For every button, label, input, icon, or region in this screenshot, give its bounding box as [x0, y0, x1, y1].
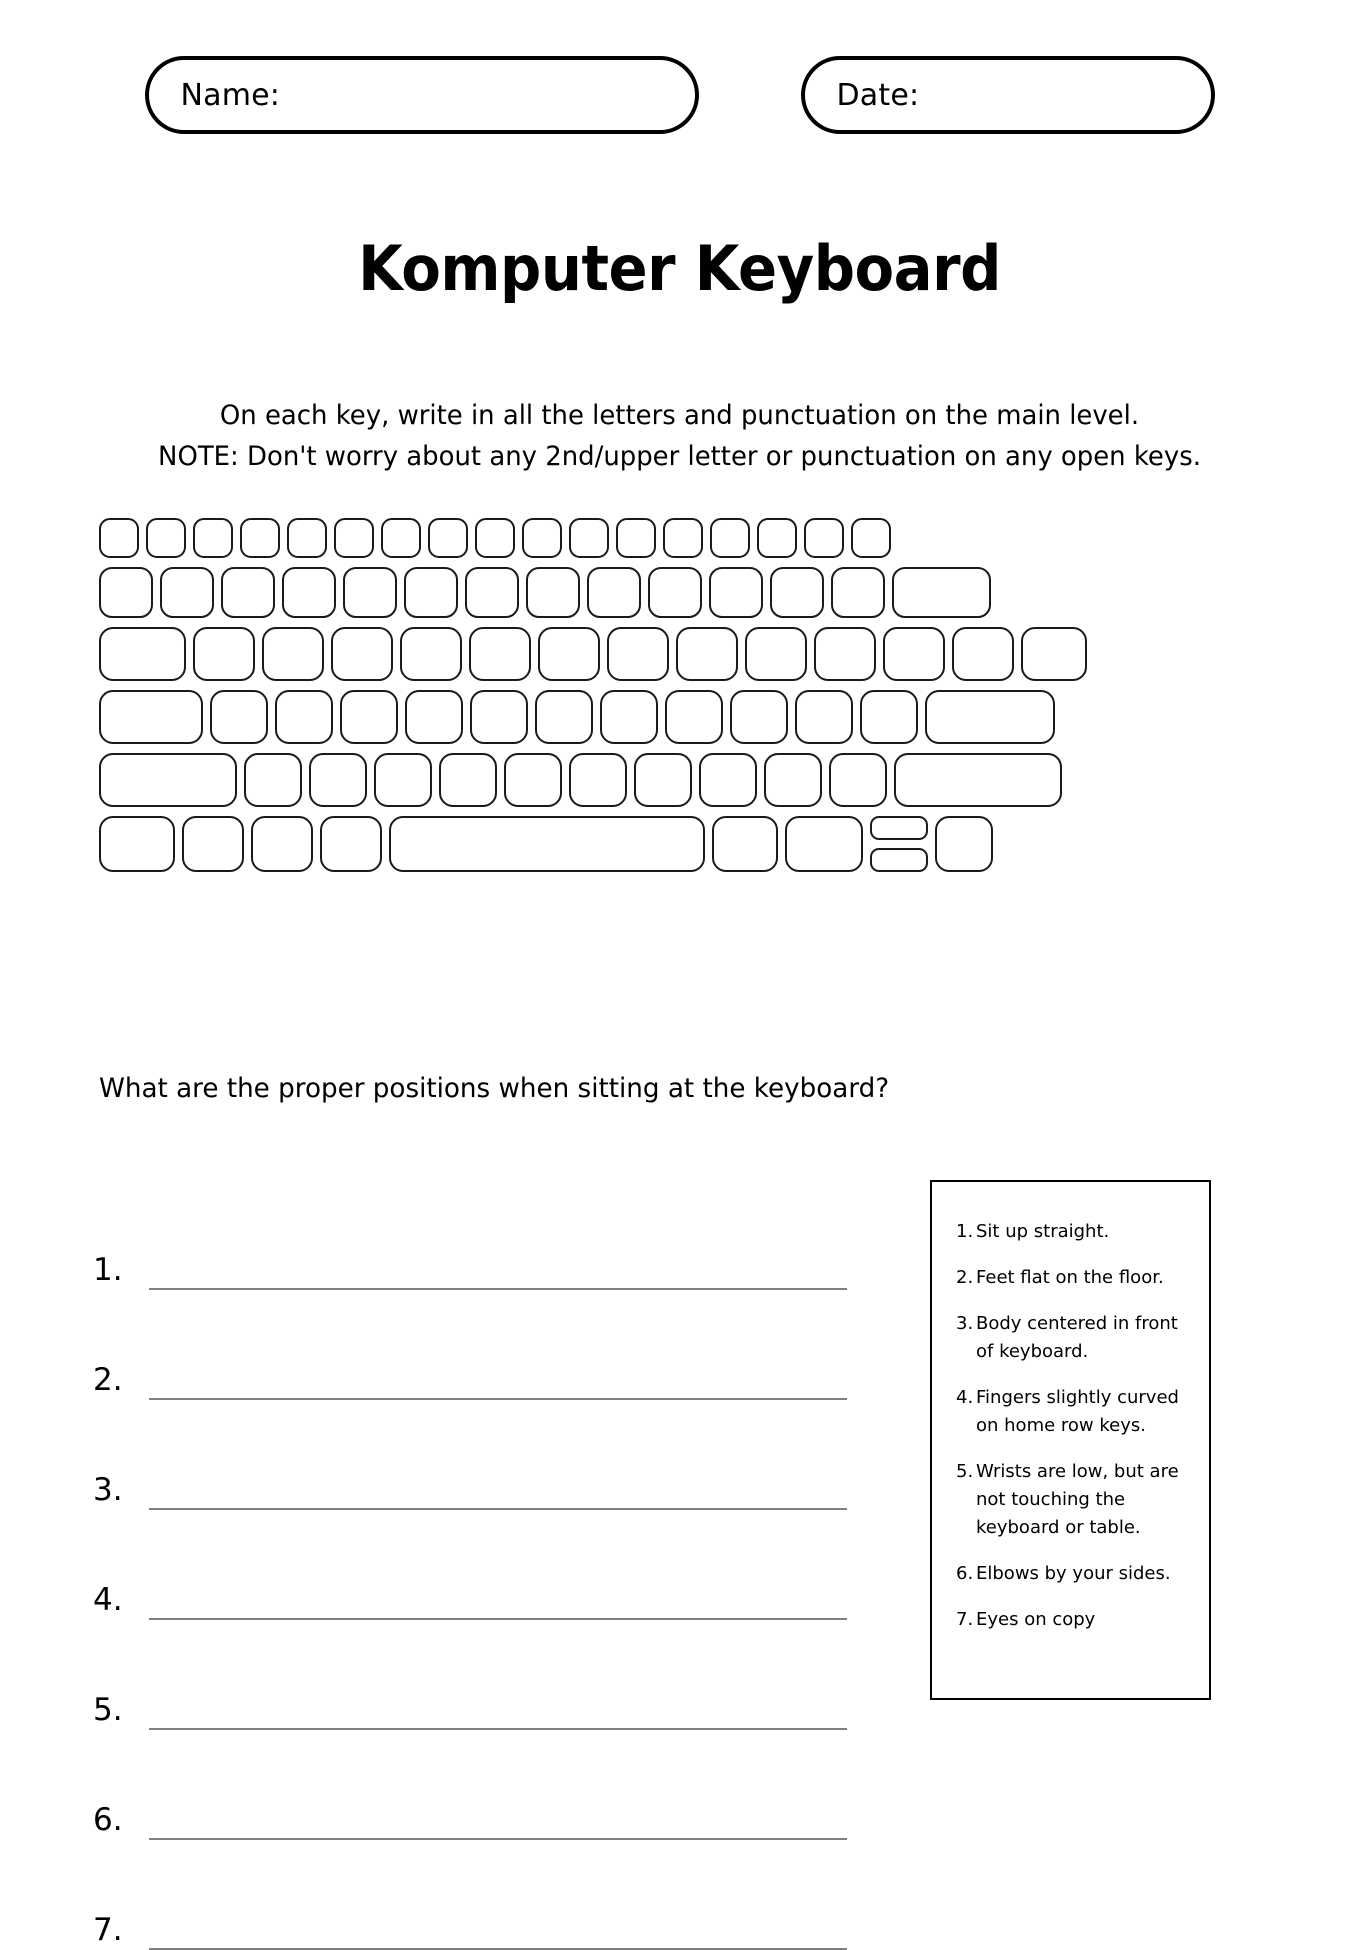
blank-write-line[interactable] [149, 1617, 847, 1620]
keyboard-key[interactable] [475, 518, 515, 558]
answer-blank-row [93, 1840, 863, 1950]
keyboard-key[interactable] [665, 690, 723, 744]
instruction-line-2: NOTE: Don't worry about any 2nd/upper letter or punctuation on any open keys. [158, 441, 1201, 472]
answer-key-box [930, 1180, 1211, 1700]
blank-write-line[interactable] [149, 1727, 847, 1730]
blank-write-line[interactable] [149, 1507, 847, 1510]
keyboard-key[interactable] [814, 627, 876, 681]
keyboard-key[interactable] [504, 753, 562, 807]
keyboard-key[interactable] [831, 567, 885, 618]
keyboard-key[interactable] [99, 753, 237, 807]
keyboard-key[interactable] [99, 518, 139, 558]
keyboard-key[interactable] [894, 753, 1062, 807]
answer-blank-row [93, 1730, 863, 1840]
keyboard-key[interactable] [600, 690, 658, 744]
keyboard-key[interactable] [607, 627, 669, 681]
blank-number: 5. [93, 1692, 123, 1728]
blank-number: 7. [93, 1912, 123, 1948]
answer-key-number: 2. [956, 1267, 974, 1288]
keyboard-key[interactable] [469, 627, 531, 681]
keyboard-key[interactable] [251, 816, 313, 872]
keyboard-key[interactable] [221, 567, 275, 618]
keyboard-key[interactable] [374, 753, 432, 807]
answer-key-text: Eyes on copy [976, 1609, 1096, 1630]
keyboard-key[interactable] [757, 518, 797, 558]
keyboard-key[interactable] [785, 816, 863, 872]
answer-key-number: 1. [956, 1221, 974, 1242]
answer-blank-row [93, 1290, 863, 1400]
arrow-down-key[interactable] [870, 848, 928, 872]
answer-key-number: 7. [956, 1609, 974, 1630]
keyboard-key[interactable] [275, 690, 333, 744]
keyboard-key[interactable] [764, 753, 822, 807]
keyboard-diagram [99, 518, 1262, 881]
blank-number: 4. [93, 1582, 123, 1618]
keyboard-key[interactable] [309, 753, 367, 807]
keyboard-key[interactable] [730, 690, 788, 744]
keyboard-key[interactable] [343, 567, 397, 618]
keyboard-key[interactable] [193, 518, 233, 558]
keyboard-key[interactable] [616, 518, 656, 558]
answer-key-number: 4. [956, 1387, 974, 1408]
blank-write-line[interactable] [149, 1397, 847, 1400]
keyboard-row-shift-row [99, 753, 1262, 807]
keyboard-row-top-row [99, 627, 1262, 681]
keyboard-key[interactable] [340, 690, 398, 744]
keyboard-key[interactable] [182, 816, 244, 872]
name-label: Name: [180, 77, 281, 113]
keyboard-key[interactable] [320, 816, 382, 872]
keyboard-key[interactable] [99, 816, 175, 872]
keyboard-key[interactable] [709, 567, 763, 618]
keyboard-key[interactable] [935, 816, 993, 872]
keyboard-key[interactable] [699, 753, 757, 807]
answer-key-item [956, 1606, 1193, 1634]
keyboard-key[interactable] [160, 567, 214, 618]
keyboard-row-home-row [99, 690, 1262, 744]
answer-key-text: Fingers slightly curved on home row keys. [976, 1387, 1179, 1436]
answer-key-item [956, 1218, 1193, 1246]
answer-blank-row [93, 1400, 863, 1510]
page-title: Komputer Keyboard [358, 232, 1001, 305]
answer-key-item [956, 1458, 1193, 1542]
keyboard-key[interactable] [795, 690, 853, 744]
keyboard-key[interactable] [287, 518, 327, 558]
instructions [27, 395, 1332, 477]
answer-blank-row [93, 1180, 863, 1290]
answer-key-number: 5. [956, 1461, 974, 1482]
blank-write-line[interactable] [149, 1837, 847, 1840]
answer-blank-row [93, 1620, 863, 1730]
answer-key-text: Elbows by your sides. [976, 1563, 1171, 1584]
keyboard-key[interactable] [538, 627, 600, 681]
instruction-line-1: On each key, write in all the letters and punctuation on the main level. [219, 400, 1140, 431]
keyboard-key[interactable] [439, 753, 497, 807]
keyboard-key[interactable] [883, 627, 945, 681]
keyboard-key[interactable] [146, 518, 186, 558]
answer-key-item [956, 1560, 1193, 1588]
answer-key-text: Feet flat on the floor. [976, 1267, 1164, 1288]
keyboard-key[interactable] [465, 567, 519, 618]
keyboard-row-function-row [99, 518, 1262, 558]
keyboard-key[interactable] [663, 518, 703, 558]
keyboard-key[interactable] [99, 690, 203, 744]
keyboard-key[interactable] [587, 567, 641, 618]
keyboard-row-bottom-row [99, 816, 1262, 872]
keyboard-key[interactable] [526, 567, 580, 618]
keyboard-key[interactable] [569, 518, 609, 558]
keyboard-key[interactable] [404, 567, 458, 618]
keyboard-key[interactable] [334, 518, 374, 558]
answer-key-number: 3. [956, 1313, 974, 1334]
keyboard-key[interactable] [745, 627, 807, 681]
keyboard-key[interactable] [428, 518, 468, 558]
keyboard-key[interactable] [381, 518, 421, 558]
keyboard-key[interactable] [892, 567, 991, 618]
answer-key-number: 6. [956, 1563, 974, 1584]
keyboard-key[interactable] [829, 753, 887, 807]
keyboard-key[interactable] [952, 627, 1014, 681]
date-field[interactable] [801, 56, 1215, 134]
keyboard-key[interactable] [193, 627, 255, 681]
blank-number: 3. [93, 1472, 123, 1508]
keyboard-row-number-row [99, 567, 1262, 618]
keyboard-key[interactable] [1021, 627, 1087, 681]
blank-write-line[interactable] [149, 1287, 847, 1290]
keyboard-key[interactable] [282, 567, 336, 618]
keyboard-key[interactable] [240, 518, 280, 558]
keyboard-key[interactable] [99, 567, 153, 618]
keyboard-key[interactable] [860, 690, 918, 744]
keyboard-key[interactable] [522, 518, 562, 558]
keyboard-key[interactable] [400, 627, 462, 681]
answer-key-item [956, 1310, 1193, 1366]
keyboard-key[interactable] [210, 690, 268, 744]
answer-blanks-list [93, 1180, 863, 1950]
answer-key-text: Sit up straight. [976, 1221, 1110, 1242]
answer-blank-row [93, 1510, 863, 1620]
header-fields [0, 56, 1359, 134]
keyboard-key[interactable] [244, 753, 302, 807]
keyboard-key[interactable] [470, 690, 528, 744]
answer-key-text: Body centered in front of keyboard. [976, 1313, 1178, 1362]
answer-key-item [956, 1384, 1193, 1440]
answer-key-item [956, 1264, 1193, 1292]
keyboard-key[interactable] [804, 518, 844, 558]
keyboard-key[interactable] [712, 816, 778, 872]
name-field[interactable] [145, 56, 699, 134]
keyboard-key[interactable] [331, 627, 393, 681]
keyboard-key[interactable] [710, 518, 750, 558]
keyboard-key[interactable] [634, 753, 692, 807]
keyboard-key[interactable] [389, 816, 705, 872]
date-label: Date: [836, 77, 920, 113]
keyboard-key[interactable] [770, 567, 824, 618]
answer-key-text: Wrists are low, but are not touching the keyboard or table. [976, 1461, 1179, 1538]
keyboard-key[interactable] [535, 690, 593, 744]
keyboard-key[interactable] [648, 567, 702, 618]
keyboard-key[interactable] [676, 627, 738, 681]
keyboard-key[interactable] [405, 690, 463, 744]
keyboard-key[interactable] [569, 753, 627, 807]
blank-number: 2. [93, 1362, 123, 1398]
keyboard-key[interactable] [99, 627, 186, 681]
keyboard-key[interactable] [925, 690, 1055, 744]
keyboard-key[interactable] [262, 627, 324, 681]
blank-number: 1. [93, 1252, 123, 1288]
question-text: What are the proper positions when sitting at the keyboard? [99, 1073, 890, 1104]
arrow-up-key[interactable] [870, 816, 928, 840]
arrow-key-stack [870, 816, 928, 872]
keyboard-key[interactable] [851, 518, 891, 558]
blank-number: 6. [93, 1802, 123, 1838]
